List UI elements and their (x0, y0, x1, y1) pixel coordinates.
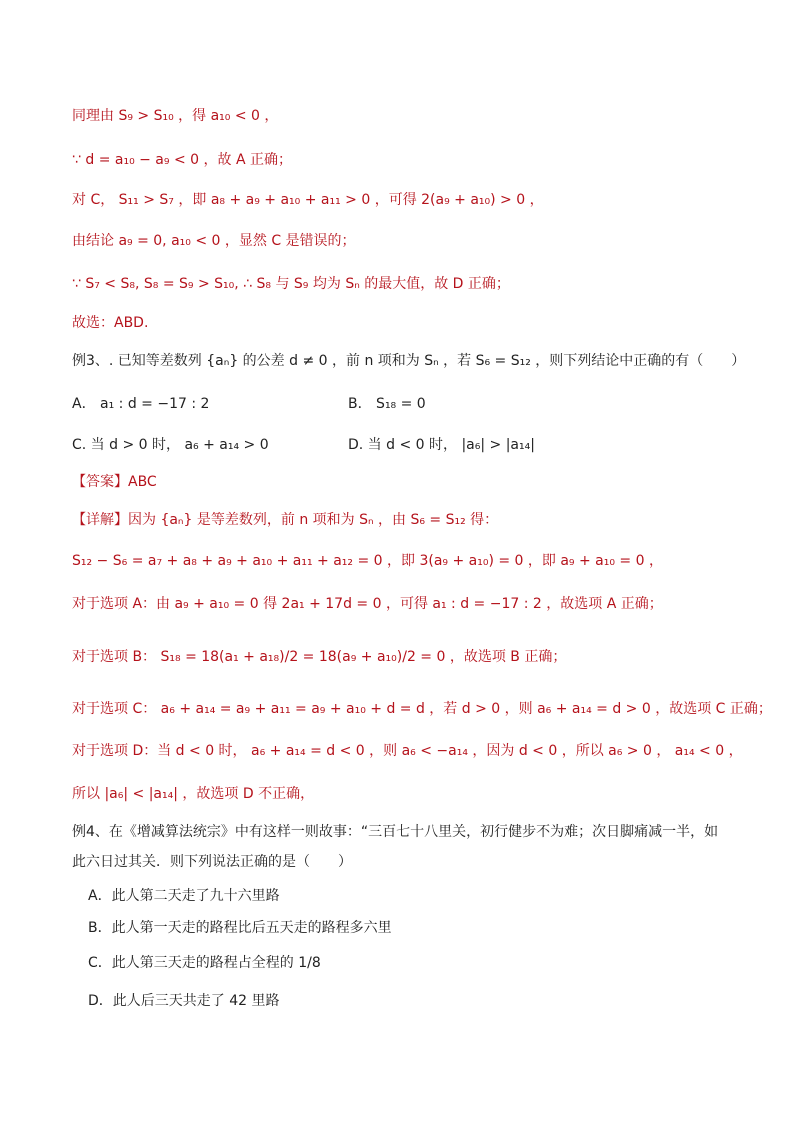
solution-line-4: 由结论 a₉ = 0, a₁₀ < 0 ，显然 C 是错误的； (72, 233, 356, 249)
solution-line-2: ∵ d = a₁₀ − a₉ < 0 ，故 A 正确； (72, 152, 292, 168)
example3-option-d: D. 当 d < 0 时， |a₆| > |a₁₄| (348, 437, 535, 453)
example3-option-a: A． a₁ : d = −17 : 2 (72, 396, 210, 412)
example3-detail-1: 【详解】因为 {aₙ} 是等差数列，前 n 项和为 Sₙ ，由 S₆ = S₁₂ 得： (72, 512, 499, 528)
example4-option-b: B．此人第一天走的路程比后五天走的路程多六里 (88, 920, 392, 936)
example3-question: 例3、. 已知等差数列 {aₙ} 的公差 d ≠ 0 ，前 n 项和为 Sₙ ，若 S₆ = S₁₂ ，则下列结论中正确的有（ ） (72, 353, 746, 369)
example3-detail-4: 对于选项 B： S₁₈ = 18(a₁ + a₁₈)/2 = 18(a₉ + a₁₀)/2 = 0 ，故选项 B 正确； (72, 649, 567, 665)
example3-detail-3: 对于选项 A：由 a₉ + a₁₀ = 0 得 2a₁ + 17d = 0 ，可得 a₁ : d = −17 : 2 ，故选项 A 正确； (72, 596, 663, 612)
example4-option-d: D．此人后三天共走了 42 里路 (88, 993, 280, 1009)
example3-detail-5: 对于选项 C： a₆ + a₁₄ = a₉ + a₁₁ = a₉ + a₁₀ + d = d ，若 d > 0 ，则 a₆ + a₁₄ = d > 0 ，故选项 C 正确； (72, 701, 772, 717)
example3-option-b: B． S₁₈ = 0 (348, 396, 426, 412)
solution-conclusion: 故选：ABD. (72, 315, 149, 331)
solution-line-1: 同理由 S₉ > S₁₀ ，得 a₁₀ < 0 ， (72, 108, 279, 124)
solution-line-5: ∵ S₇ < S₈, S₈ = S₉ > S₁₀, ∴ S₈ 与 S₉ 均为 Sₙ 的最大值，故 D 正确； (72, 276, 510, 292)
example4-question-line-1: 例4、在《增减算法统宗》中有这样一则故事：“三百七十八里关，初行健步不为难；次日脚痛减一半，如 (72, 824, 719, 840)
solution-line-3: 对 C， S₁₁ > S₇ ，即 a₈ + a₉ + a₁₀ + a₁₁ > 0 ，可得 2(a₉ + a₁₀) > 0 ， (72, 192, 544, 208)
example3-detail-2: S₁₂ − S₆ = a₇ + a₈ + a₉ + a₁₀ + a₁₁ + a₁₂ = 0 ，即 3(a₉ + a₁₀) = 0 ，即 a₉ + a₁₀ = 0 ， (72, 553, 663, 569)
example3-detail-7: 所以 |a₆| < |a₁₄| ，故选项 D 不正确， (72, 786, 315, 802)
example3-detail-6: 对于选项 D：当 d < 0 时， a₆ + a₁₄ = d < 0 ，则 a₆ < −a₁₄ ，因为 d < 0 ，所以 a₆ > 0 ， a₁₄ < 0 ， (72, 743, 743, 759)
example3-option-c: C. 当 d > 0 时， a₆ + a₁₄ > 0 (72, 437, 269, 453)
example4-option-a: A．此人第二天走了九十六里路 (88, 888, 280, 904)
example4-question-line-2: 此六日过其关．则下列说法正确的是（ ） (72, 854, 352, 870)
example3-answer: 【答案】ABC (72, 474, 157, 490)
example4-option-c: C．此人第三天走的路程占全程的 1/8 (88, 955, 321, 971)
